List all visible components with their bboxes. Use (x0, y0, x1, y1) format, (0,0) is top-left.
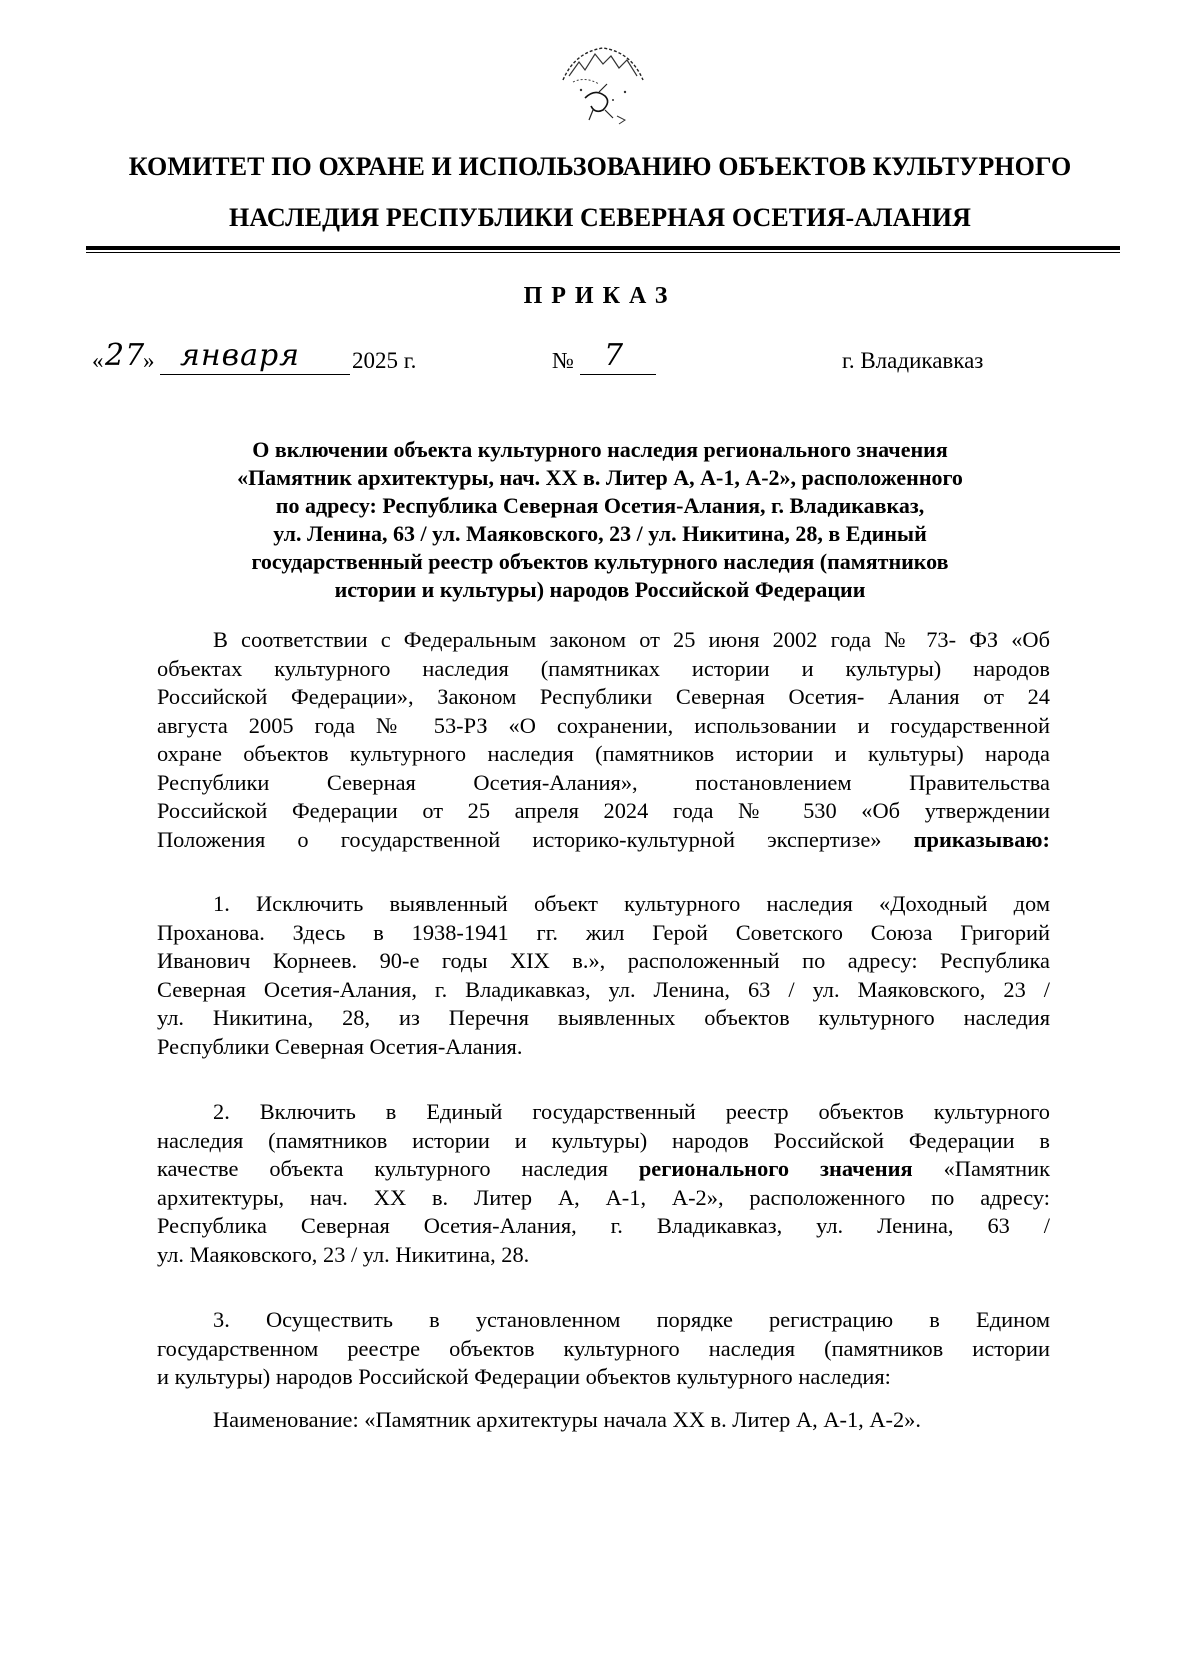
header-divider-thin (86, 252, 1120, 253)
order-number-label: № (552, 348, 574, 373)
item2-line: ул. Маяковского, 23 / ул. Никитина, 28. (157, 1241, 530, 1267)
preamble-line: объектах культурного наследия (памятниках истории и культуры) народов (157, 655, 1050, 681)
item1-line: Северная Осетия-Алания, г. Владикавказ, ул. Ленина, 63 / ул. Маяковского, 23 / (157, 976, 1050, 1002)
item2-line: Республика Северная Осетия-Алания, г. Владикавказ, ул. Ленина, 63 / (157, 1213, 1050, 1238)
preamble-line: Российской Федерации», Законом Республики Северная Осетия- Алания от 24 (157, 684, 1050, 709)
preamble-line: августа 2005 года № 53-РЗ «О сохранении, использовании и государственной (157, 712, 1050, 738)
date-quote-open: « (92, 348, 104, 373)
order-item-3 (157, 1306, 1050, 1392)
coat-of-arms-emblem-icon (555, 40, 651, 130)
city-name: г. Владикавказ (842, 348, 984, 373)
order-word: приказываю: (913, 826, 1050, 852)
item2-line (157, 1155, 1050, 1184)
date-quote-close: » (143, 348, 155, 373)
order-title-line: «Памятник архитектуры, нач. XX в. Литер А, А-1, А-2», расположенного (237, 465, 963, 490)
date-month-handwritten: января (180, 338, 301, 373)
order-title-line: истории и культуры) народов Российской Федерации (334, 577, 866, 602)
item2-line: архитектуры, нач. XX в. Литер А, А-1, А-2», расположенного по адресу: (157, 1184, 1050, 1210)
document-type: ПРИКАЗ (523, 283, 677, 309)
item3-line: государственном реестре объектов культурного наследия (памятников истории (157, 1335, 1050, 1361)
item2-line3-post: «Памятник (943, 1156, 1051, 1181)
order-number-handwritten: 7 (604, 338, 625, 373)
order-title (150, 436, 1050, 604)
preamble-last-line (157, 826, 1050, 855)
item2-significance: регионального значения (638, 1156, 913, 1181)
object-name-line: Наименование: «Памятник архитектуры начала XX в. Литер А, А-1, А-2». (213, 1407, 921, 1432)
object-name-paragraph (157, 1406, 1050, 1435)
item1-line: Республики Северная Осетия-Алания. (157, 1033, 523, 1059)
order-item-1 (157, 890, 1050, 1061)
order-title-line: по адресу: Республика Северная Осетия-Алания, г. Владикавказ, (275, 493, 925, 518)
item1-line: 1. Исключить выявленный объект культурного наследия «Доходный дом (213, 891, 1050, 916)
item2-line3-pre: качестве объекта культурного наследия (157, 1156, 608, 1181)
order-item-2 (157, 1098, 1050, 1269)
header-divider-thick (86, 246, 1120, 250)
order-meta-row (0, 340, 1200, 380)
date-day-handwritten: 27 (105, 338, 146, 373)
preamble-line: В соответствии с Федеральным законом от 25 июня 2002 года № 73- ФЗ «Об (213, 627, 1050, 652)
order-title-line: ул. Ленина, 63 / ул. Маяковского, 23 / ул. Никитина, 28, в Единый (273, 521, 927, 546)
organization-title-line2: НАСЛЕДИЯ РЕСПУБЛИКИ СЕВЕРНАЯ ОСЕТИЯ-АЛАНИЯ (229, 203, 971, 232)
date-month-underline (160, 374, 350, 375)
item1-line: Проханова. Здесь в 1938-1941 гг. жил Герой Советского Союза Григорий (157, 919, 1050, 945)
preamble-line: Республики Северная Осетия-Алания», постановлением Правительства (157, 769, 1050, 795)
preamble-last-text: Положения о государственной историко-культурной экспертизе» (157, 826, 882, 852)
organization-title-line1: КОМИТЕТ ПО ОХРАНЕ И ИСПОЛЬЗОВАНИЮ ОБЪЕКТОВ КУЛЬТУРНОГО (128, 152, 1072, 181)
item3-line: 3. Осуществить в установленном порядке регистрацию в Едином (213, 1307, 1050, 1332)
date-year: 2025 г. (352, 348, 417, 373)
item2-line: 2. Включить в Единый государственный реестр объектов культурного (213, 1099, 1050, 1124)
item2-line: наследия (памятников истории и культуры) народов Российской Федерации в (157, 1127, 1050, 1153)
item3-line: и культуры) народов Российской Федерации объектов культурного наследия: (157, 1364, 891, 1389)
order-number-underline (580, 374, 656, 375)
item1-line: ул. Никитина, 28, из Перечня выявленных объектов культурного наследия (157, 1005, 1050, 1030)
order-title-line: государственный реестр объектов культурного наследия (памятников (251, 549, 949, 574)
preamble-paragraph (157, 626, 1050, 854)
preamble-line: Российской Федерации от 25 апреля 2024 года № 530 «Об утверждении (157, 798, 1050, 823)
item1-line: Иванович Корнеев. 90-е годы XIX в.», расположенный по адресу: Республика (157, 948, 1050, 973)
order-title-line: О включении объекта культурного наследия регионального значения (252, 437, 948, 462)
preamble-line: охране объектов культурного наследия (памятников истории и культуры) народа (157, 741, 1050, 766)
